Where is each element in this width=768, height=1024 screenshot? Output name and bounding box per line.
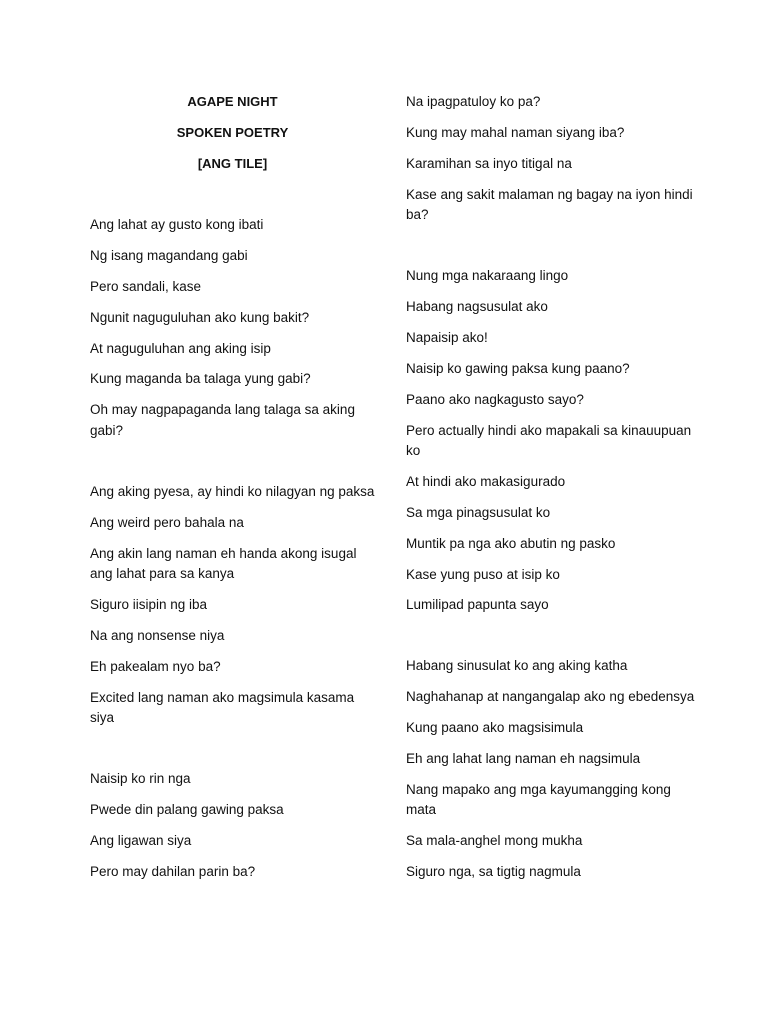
poem-line: Eh pakealam nyo ba? (90, 658, 221, 674)
poem-line: Habang nagsusulat ako (406, 298, 548, 314)
poem-line: Siguro iisipin ng iba (90, 596, 208, 612)
right-column (406, 92, 696, 893)
poem-line: Kase ang sakit malaman ng bagay na iyon hindi ba? (406, 186, 693, 223)
poem-line: Nung mga nakaraang lingo (406, 268, 569, 284)
poem-line: Paano ako nagkagusto sayo? (406, 391, 584, 407)
stanza-break (406, 626, 696, 656)
poem-line: Karamihan sa inyo titigal na (406, 155, 572, 171)
poem-line: Kung paano ako magsisimula (406, 720, 584, 736)
poem-line: Nang mapako ang mga kayumangging kong mata (406, 781, 671, 818)
poem-line: Ang aking pyesa, ay hindi ko nilagyan ng paksa (90, 483, 375, 499)
document-title: AGAPE NIGHT (187, 94, 278, 109)
stanza-break (90, 185, 375, 215)
poem-line: Muntik pa nga ako abutin ng pasko (406, 535, 616, 551)
stanza-break (90, 452, 375, 482)
poem-line: Ang lahat ay gusto kong ibati (90, 217, 264, 232)
stanza-break (406, 236, 696, 266)
poem-line: Kase yung puso at isip ko (406, 566, 560, 582)
poem-line: Lumilipad papunta sayo (406, 597, 549, 613)
poem-line: Ngunit naguguluhan ako kung bakit? (90, 309, 310, 325)
right-poem-lines (406, 92, 696, 883)
left-column (90, 92, 375, 893)
poem-line: Naisip ko rin nga (90, 770, 191, 786)
poem-line: Ang ligawan siya (90, 832, 192, 848)
poem-line: Napaisip ako! (406, 329, 488, 345)
poem-line: Pero may dahilan parin ba? (90, 863, 256, 879)
poem-line: Pero sandali, kase (90, 278, 202, 294)
poem-line: Excited lang naman ako magsimula kasama siya (90, 689, 355, 726)
poem-line: Naisip ko gawing paksa kung paano? (406, 360, 630, 376)
poem-line: Kung maganda ba talaga yung gabi? (90, 371, 311, 387)
left-poem-lines (90, 185, 375, 882)
poem-line: At hindi ako makasigurado (406, 473, 566, 489)
poem-line: Pero actually hindi ako mapakali sa kinauupuan ko (406, 422, 692, 459)
poem-line: Eh ang lahat lang naman eh nagsimula (406, 751, 641, 767)
poem-line: Na ipagpatuloy ko pa? (406, 94, 541, 109)
stanza-break (90, 739, 375, 769)
poem-line: At naguguluhan ang aking isip (90, 340, 271, 356)
poem-line: Sa mala-anghel mong mukha (406, 833, 583, 849)
poem-line: Kung may mahal naman siyang iba? (406, 124, 625, 140)
poem-line: Na ang nonsense niya (90, 627, 225, 643)
poem-line: Ang weird pero bahala na (90, 514, 244, 530)
poem-line: Ng isang magandang gabi (90, 247, 248, 263)
poem-line: Pwede din palang gawing paksa (90, 801, 284, 817)
poem-line: Naghahanap at nangangalap ako ng ebedensya (406, 689, 695, 705)
poem-line: Oh may nagpapaganda lang talaga sa aking gabi? (90, 402, 355, 438)
poem-line: Siguro nga, sa tigtig nagmula (406, 864, 581, 880)
poem-line: Ang akin lang naman eh handa akong isugal ang lahat para sa kanya (90, 545, 357, 582)
poem-title: [ANG TILE] (197, 156, 268, 171)
poem-line: Sa mga pinagsusulat ko (406, 504, 551, 520)
document-subtitle: SPOKEN POETRY (176, 125, 289, 140)
poem-line: Habang sinusulat ko ang aking katha (406, 658, 628, 674)
